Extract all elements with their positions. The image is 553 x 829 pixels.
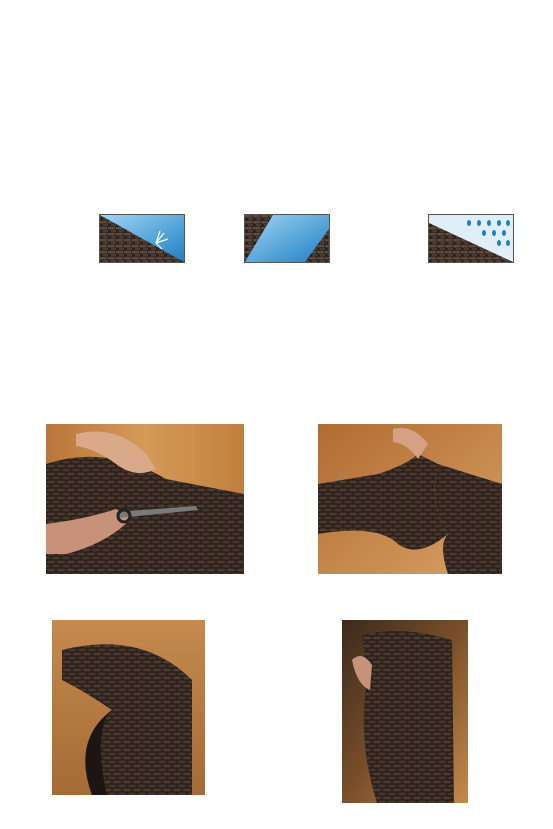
uv-resistance-swatch — [244, 214, 330, 263]
photo-flexed-upright — [342, 620, 468, 803]
uv-icon — [245, 215, 329, 262]
photo-bent-roll — [52, 620, 205, 795]
rain-icon — [429, 215, 513, 262]
photo-cut-shape — [318, 424, 502, 574]
frost-icon — [100, 215, 184, 262]
photo-cutting-scissors — [46, 424, 244, 574]
frost-resistance-swatch — [99, 214, 185, 263]
rain-resistance-swatch — [428, 214, 514, 263]
